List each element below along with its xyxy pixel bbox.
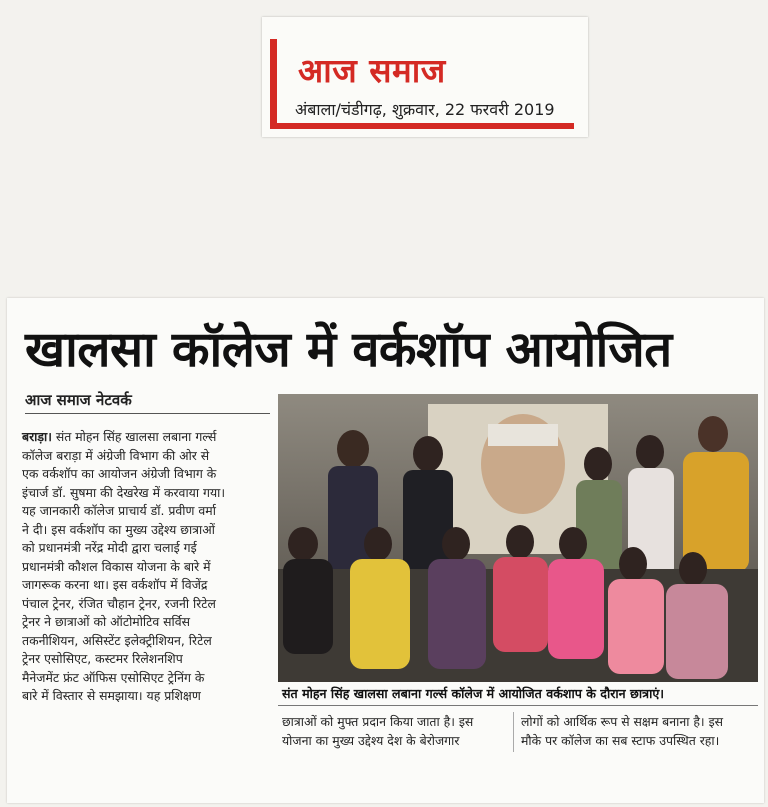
body-line: तकनीशियन, असिस्टेंट इलेक्ट्रीशियन, रिटेल	[22, 632, 212, 648]
article-body-column	[22, 428, 274, 706]
article-headline: खालसा कॉलेज में वर्कशॉप आयोजित	[25, 321, 672, 378]
body-line: मौके पर कॉलेज का सब स्टाफ उपस्थित रहा।	[521, 733, 720, 748]
article-column-3	[521, 712, 758, 750]
edition-dateline: अंबाला/चंडीगढ़, शुक्रवार, 22 फरवरी 2019	[295, 100, 555, 119]
body-line: बारे में विस्तार से समझाया। यह प्रशिक्षण	[22, 688, 201, 703]
caption-divider	[278, 705, 758, 706]
article-byline: आज समाज नेटवर्क	[25, 391, 132, 409]
column-divider	[513, 712, 514, 752]
body-line: यह जानकारी कॉलेज प्राचार्य डॉ. प्रवीण वर्मा	[22, 503, 216, 518]
byline-divider	[25, 413, 270, 414]
newspaper-name: आज समाज	[298, 51, 446, 90]
body-line: कॉलेज बराड़ा में अंग्रेजी विभाग की ओर से	[22, 447, 210, 463]
body-line: प्रधानमंत्री कौशल विकास योजना के बारे में	[22, 558, 211, 574]
photo-caption: संत मोहन सिंह खालसा लबाना गर्ल्स कॉलेज में आयोजित वर्कशाप के दौरान छात्राएं।	[282, 686, 665, 701]
group-photo	[278, 394, 758, 682]
body-line: मैनेजमेंट फ्रंट ऑफिस एसोसिएट ट्रेनिंग के	[22, 669, 205, 685]
article-column-2	[282, 712, 507, 750]
body-line: बराड़ा। संत मोहन सिंह खालसा लबाना गर्ल्स	[22, 429, 217, 444]
body-line: एक वर्कशॉप का आयोजन अंग्रेजी विभाग के	[22, 466, 217, 481]
body-line: को प्रधानमंत्री नरेंद्र मोदी द्वारा चलाई गई	[22, 540, 197, 555]
dateline-place: बराड़ा।	[22, 429, 52, 444]
body-line: इंचार्ज डॉ. सुषमा की देखरेख में करवाया गया।	[22, 484, 226, 500]
body-line: छात्राओं को मुफ्त प्रदान किया जाता है। इस	[282, 714, 474, 729]
body-line: ट्रेनर ने छात्राओं को ऑटोमोटिव सर्विस	[22, 614, 191, 629]
masthead-red-underline	[270, 123, 574, 129]
body-line: जागरूक करना था। इस वर्कशॉप में विजेंद्र	[22, 577, 208, 592]
body-line: ने दी। इस वर्कशॉप का मुख्य उद्देश्य छात्राओं	[22, 521, 215, 537]
body-line: योजना का मुख्य उद्देश्य देश के बेरोजगार	[282, 733, 460, 748]
body-line: पंचाल ट्रेनर, रंजित चौहान ट्रेनर, रजनी रिटेल	[22, 595, 216, 611]
masthead-red-bar	[270, 39, 277, 129]
body-line: ट्रेनर एसोसिएट, कस्टमर रिलेशनशिप	[22, 651, 183, 666]
masthead-clipping	[262, 17, 588, 137]
body-line: लोगों को आर्थिक रूप से सक्षम बनाना है। इस	[521, 714, 724, 729]
